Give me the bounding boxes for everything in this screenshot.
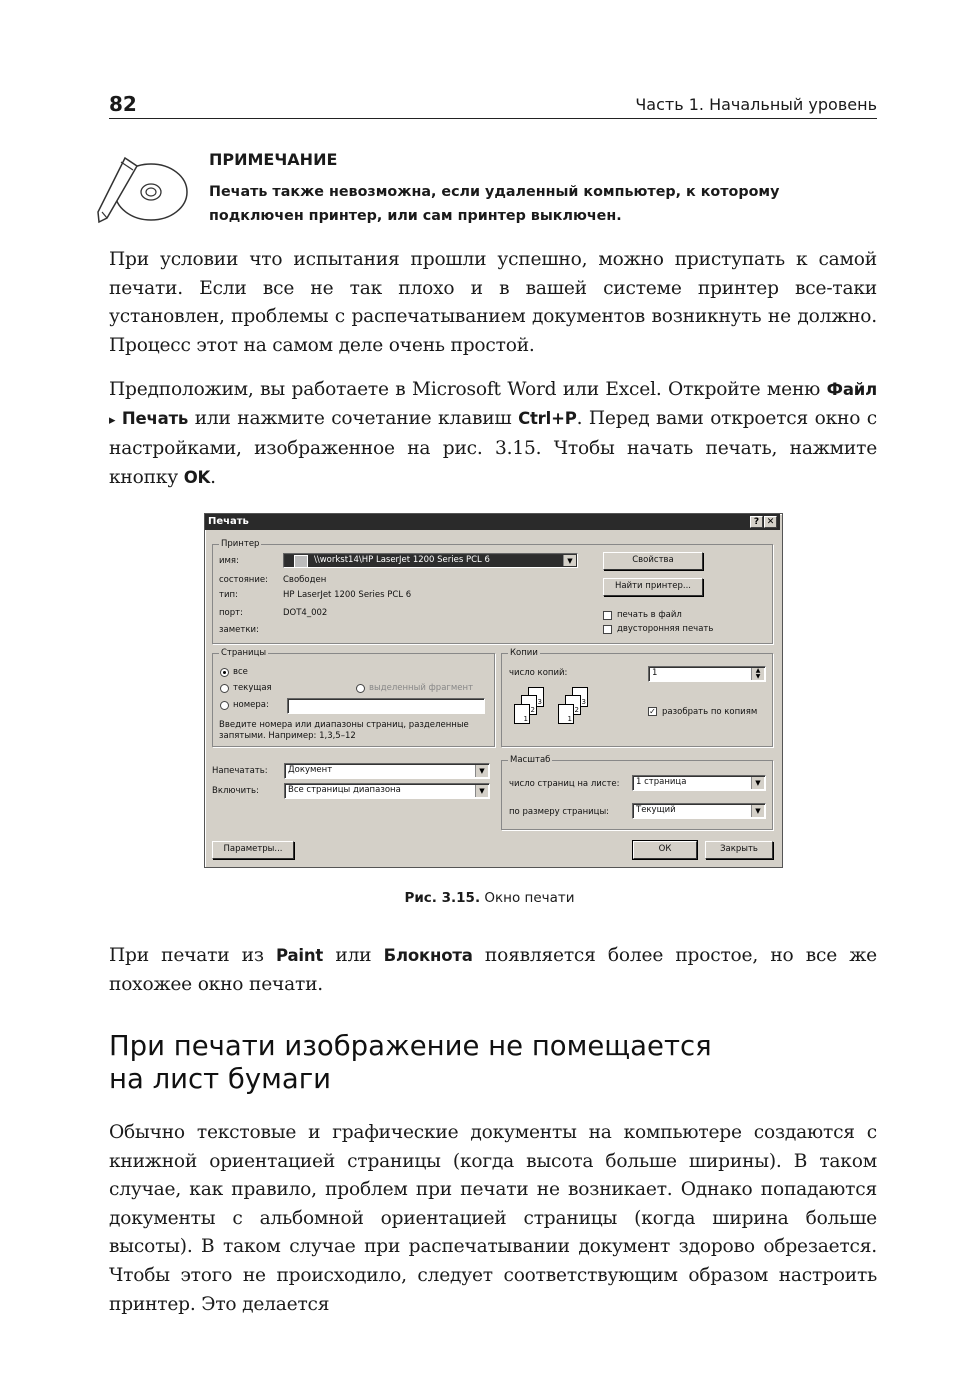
page-header (109, 90, 877, 119)
port-label: порт: (219, 608, 243, 618)
pages-per-sheet-select[interactable]: 1 страница ▼ (632, 775, 766, 791)
notes-label: заметки: (219, 625, 259, 635)
find-printer-button[interactable]: Найти принтер... (603, 578, 703, 596)
section-heading: При печати изображение не помещается на лист бумаги (109, 1030, 712, 1095)
scale-label: по размеру страницы: (509, 807, 610, 817)
current-page-label: текущая (233, 683, 272, 693)
chevron-down-icon[interactable]: ▼ (751, 777, 764, 789)
note-title: ПРИМЕЧАНИЕ (209, 150, 338, 169)
selection-radio[interactable] (356, 684, 365, 693)
include-label: Включить: (212, 786, 259, 796)
chevron-down-icon[interactable]: ▼ (475, 765, 488, 777)
current-page-radio[interactable] (220, 684, 229, 693)
port-value: DOT4_002 (283, 608, 328, 618)
note-text: Печать также невозможна, если удаленный компьютер, к которому подключен принтер, или сам принтер выключен. (209, 184, 780, 224)
app-paint: Paint (276, 946, 324, 965)
menu-arrow-icon: ▸ (109, 412, 116, 428)
pages-per-sheet-label: число страниц на листе: (509, 779, 620, 789)
print-to-file-label: печать в файл (617, 610, 682, 620)
close-icon[interactable]: ✕ (764, 516, 777, 528)
ok-button[interactable]: ОК (633, 841, 697, 859)
properties-button[interactable]: Свойства (603, 552, 703, 570)
zoom-group (501, 755, 773, 830)
collate-page-icon: 3 (572, 687, 588, 707)
printer-name-label: имя: (219, 556, 239, 566)
dialog-title: Печать (208, 516, 249, 527)
collate-page-icon: 3 (528, 687, 544, 707)
app-notepad: Блокнота (383, 946, 473, 965)
copies-count-label: число копий: (509, 668, 568, 678)
printer-icon (294, 555, 308, 568)
copies-group-label: Копии (510, 648, 538, 658)
print-what-select[interactable]: Документ ▼ (284, 763, 490, 779)
scale-select[interactable]: Текущий ▼ (632, 803, 766, 819)
paragraph-4: Обычно текстовые и графические документы на компьютере создаются с книжной ориентацией страницы (когда высота больше ширины). В таком случае, как правило, проблем при печати не возникает. Однако попадаются документы с альбомной ориентацией страницы (когда ширина больше высоты). В таком случае при распечатывании документ здорово обрезается. Чтобы этого не происходило, следует соответствующим образом настроить принтер. Это делается (109, 1122, 877, 1315)
chevron-down-icon[interactable]: ▼ (475, 785, 488, 797)
all-pages-radio[interactable] (220, 668, 229, 677)
status-label: состояние: (219, 575, 268, 585)
duplex-checkbox[interactable] (603, 625, 612, 634)
page-numbers-radio[interactable] (220, 701, 229, 710)
include-select[interactable]: Все страницы диапазона ▼ (284, 783, 490, 799)
shortcut-keys: Ctrl+P (518, 408, 577, 428)
collate-page-icon: 1 (558, 704, 574, 724)
printer-name-select[interactable]: \\workst14\HP LaserJet 1200 Series PCL 6 ▼ (283, 553, 578, 568)
running-title: Часть 1. Начальный уровень (635, 95, 877, 114)
spin-arrows-icon[interactable]: ▲ ▼ (751, 668, 764, 680)
pencil-cd-icon (95, 152, 195, 230)
collate-page-icon: 2 (565, 695, 581, 715)
status-value: Свободен (283, 575, 327, 585)
collate-label: разобрать по копиям (662, 707, 758, 717)
printer-group-label: Принтер (221, 539, 260, 549)
copies-count-input[interactable]: 1 ▲ ▼ (648, 666, 766, 682)
close-button[interactable]: Закрыть (705, 841, 773, 859)
chevron-down-icon[interactable]: ▼ (563, 555, 576, 566)
print-to-file-checkbox[interactable] (603, 611, 612, 620)
duplex-label: двусторонняя печать (617, 624, 714, 634)
chevron-down-icon[interactable]: ▼ (751, 805, 764, 817)
print-what-label: Напечатать: (212, 766, 268, 776)
collate-page-icon: 2 (521, 695, 537, 715)
menu-print: Печать (121, 408, 189, 428)
all-pages-label: все (233, 667, 248, 677)
zoom-group-label: Масштаб (510, 755, 551, 765)
page-numbers-label: номера: (233, 700, 269, 710)
type-label: тип: (219, 590, 238, 600)
selection-label: выделенный фрагмент (369, 683, 474, 693)
dialog-title-bar (205, 514, 780, 530)
paragraph-3: При печати из Paint или Блокнота появляется более простое, но все же похожее окно печати. (109, 945, 877, 995)
pages-group-label: Страницы (221, 648, 267, 658)
pages-hint: Введите номера или диапазоны страниц, разделенные запятыми. Например: 1,3,5–12 (219, 720, 469, 741)
type-value: HP LaserJet 1200 Series PCL 6 (283, 590, 412, 600)
options-button[interactable]: Параметры... (212, 841, 294, 859)
help-button[interactable]: ? (750, 516, 763, 528)
paragraph-1: При условии что испытания прошли успешно, можно приступать к самой печати. Если все не так плохо и в вашей системе принтер все-таки установлен, проблемы с распечатыванием документов возникнуть не должно. Процесс этот на самом деле очень простой. (109, 249, 877, 356)
menu-file: Файл (826, 380, 877, 399)
collate-page-icon: 1 (514, 704, 530, 724)
figure-caption: Рис. 3.15. Окно печати (404, 890, 575, 906)
paragraph-2: Предположим, вы работаете в Microsoft Word или Excel. Откройте меню Файл ▸ Печать или нажмите сочетание клавиш Ctrl+P. Перед вами откроется окно с настройками, изображенное на рис. 3.15. Чтобы начать печать, нажмите кнопку OK. (109, 379, 877, 488)
page-number: 82 (109, 92, 137, 116)
print-dialog (204, 513, 783, 868)
collate-checkbox[interactable]: ✓ (649, 707, 656, 716)
page-numbers-input[interactable] (287, 698, 485, 714)
ok-text: OK (183, 467, 211, 487)
